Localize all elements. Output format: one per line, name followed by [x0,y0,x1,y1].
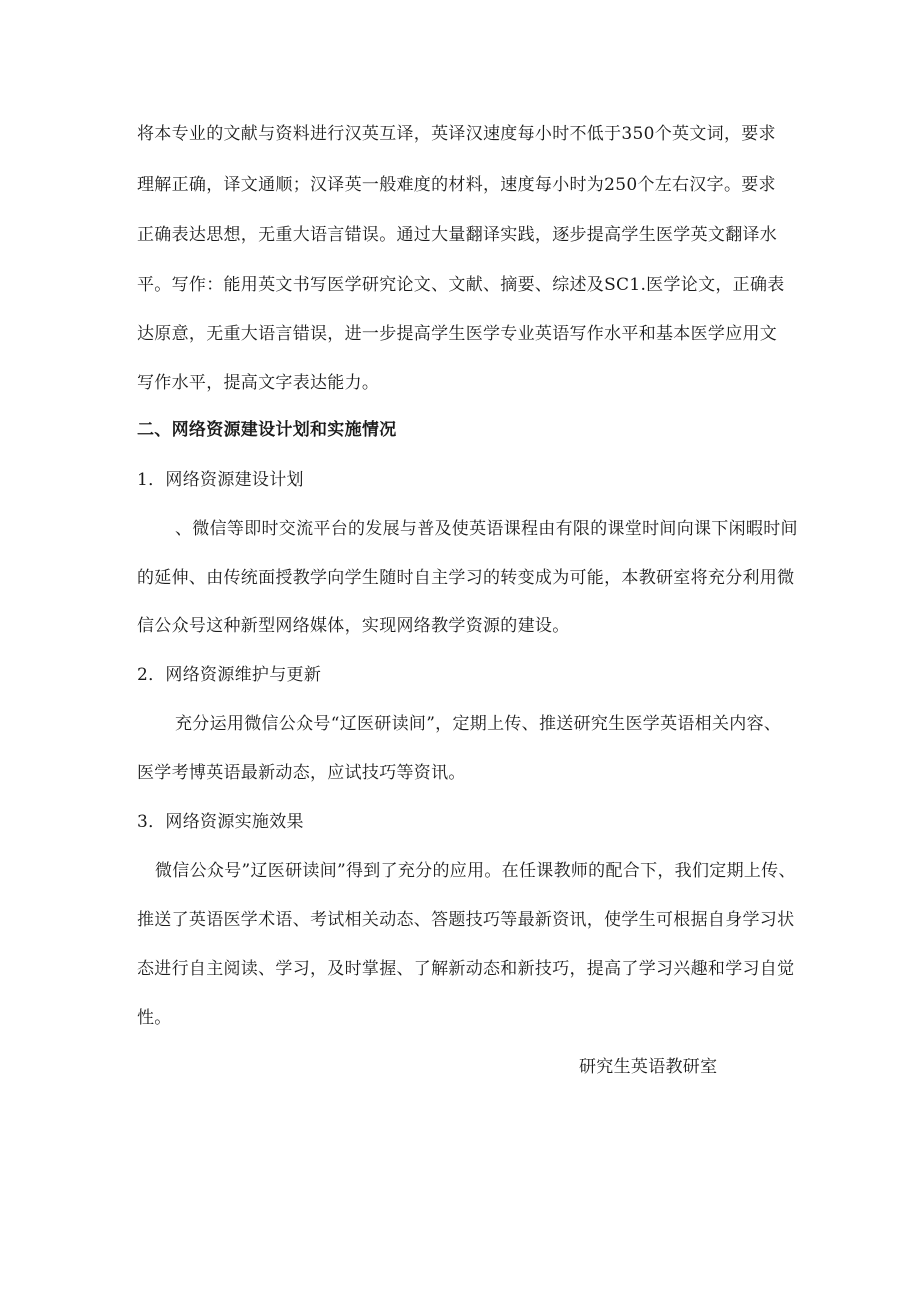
paragraph-line: 推送了英语医学术语、考试相关动态、答题技巧等最新资讯，使学生可根据自身学习状 [137,910,795,930]
paragraph-line: 达原意，无重大语言错误，进一步提高学生医学专业英语写作水平和基本医学应用文 [137,324,778,344]
signature: 研究生英语教研室 [579,1057,718,1077]
subsection-title: 3．网络资源实施效果 [137,812,304,832]
paragraph-line: 充分运用微信公众号“辽医研读间”，定期上传、推送研究生医学英语相关内容、 [175,714,782,734]
paragraph-line: 正确表达思想，无重大语言错误。通过大量翻译实践，逐步提高学生医学英文翻译水 [137,225,778,245]
paragraph-line: 、微信等即时交流平台的发展与普及使英语课程由有限的课堂时间向课下闲暇时间 [175,519,798,539]
paragraph-line: 医学考博英语最新动态，应试技巧等资讯。 [137,763,466,783]
paragraph-line: 的延伸、由传统面授教学向学生随时自主学习的转变成为可能，本教研室将充分利用微 [137,568,795,588]
paragraph-line: 写作水平，提高文字表达能力。 [137,373,380,393]
paragraph-line: 信公众号这种新型网络媒体，实现网络教学资源的建设。 [137,616,570,636]
paragraph-line: 将本专业的文献与资料进行汉英互译，英译汉速度每小时不低于350个英文词，要求 [137,124,776,144]
section-heading: 二、网络资源建设计划和实施情况 [137,420,397,440]
paragraph-line: 态进行自主阅读、学习，及时掌握、了解新动态和新技巧，提高了学习兴趣和学习自觉 [137,959,795,979]
subsection-title: 1．网络资源建设计划 [137,470,304,490]
subsection-title: 2．网络资源维护与更新 [137,665,322,685]
paragraph-line: 平。写作：能用英文书写医学研究论文、文献、摘要、综述及SC1.医学论文，正确表 [137,275,785,295]
paragraph-line: 微信公众号”辽医研读间”得到了充分的应用。在任课教师的配合下，我们定期上传、 [155,861,796,881]
paragraph-line: 理解正确，译文通顺；汉译英一般难度的材料，速度每小时为250个左右汉字。要求 [137,175,776,195]
paragraph-line: 性。 [137,1008,172,1028]
